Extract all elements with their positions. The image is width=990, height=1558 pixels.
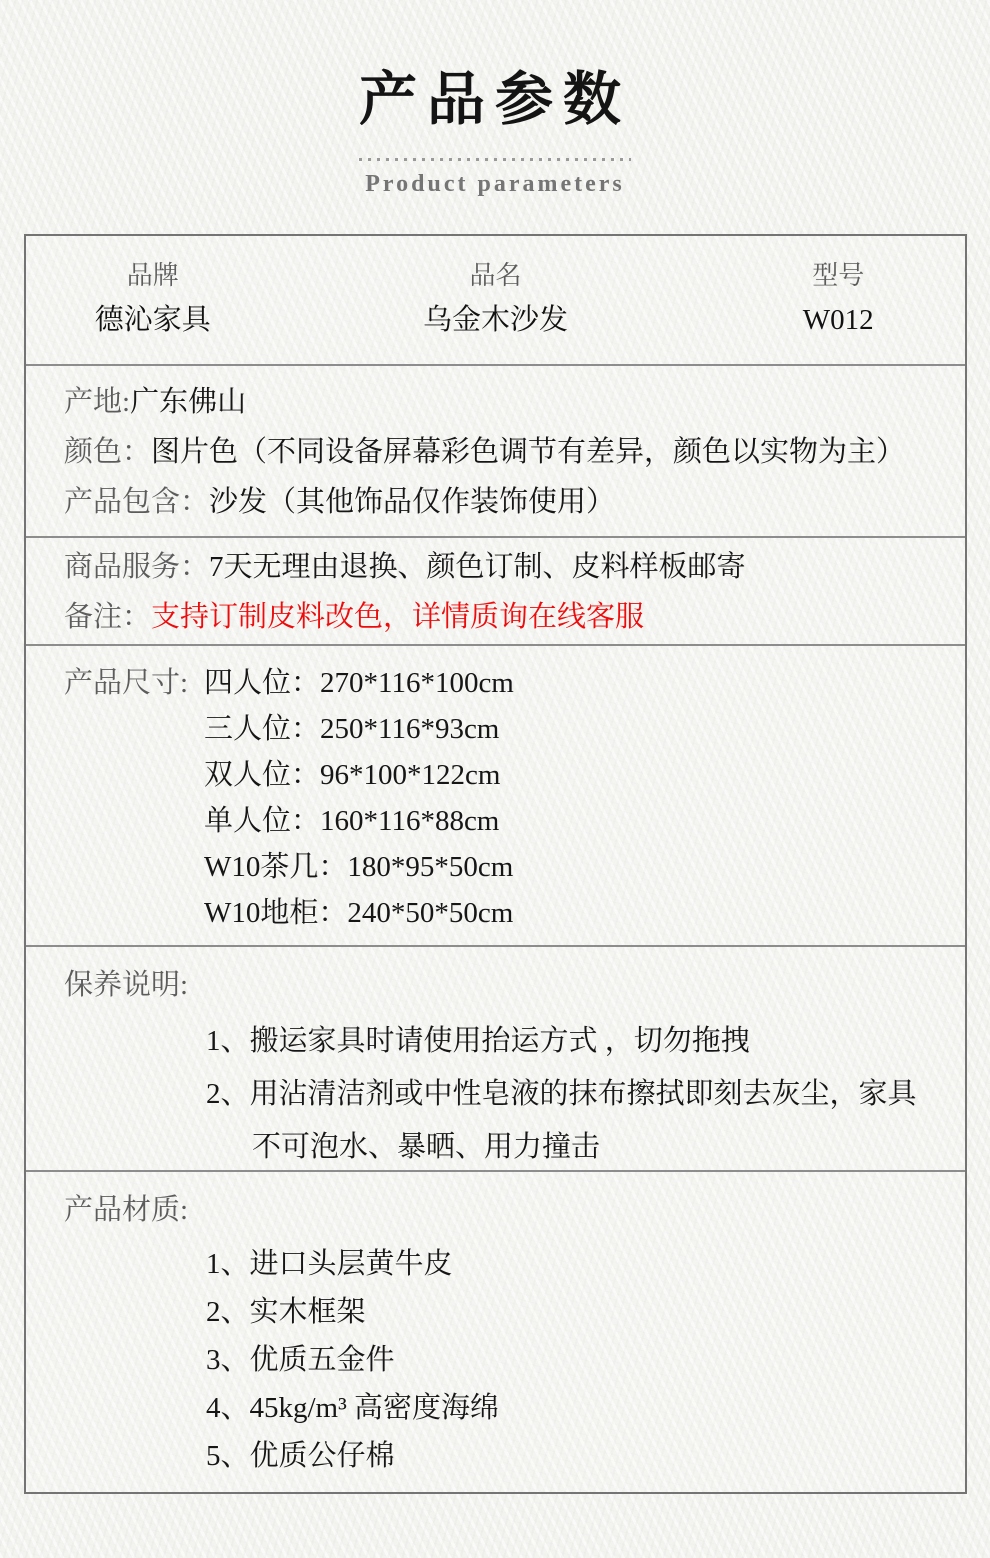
service-value: 7天无理由退换、颜色订制、皮料样板邮寄	[209, 551, 746, 583]
brand-label: 品牌	[126, 261, 179, 290]
dimension-item	[204, 890, 514, 936]
origin-line	[64, 377, 935, 427]
table-row-dimensions	[26, 644, 965, 945]
dimension-name: W10茶几：	[204, 851, 348, 883]
dimension-name: 三人位：	[204, 713, 321, 745]
material-item: 2、实木框架	[206, 1296, 366, 1328]
note-value: 支持订制皮料改色，详情质询在线客服	[151, 601, 645, 633]
service-line	[64, 542, 935, 592]
product-name-value: 乌金木沙发	[422, 304, 568, 336]
table-row-brand-name-model	[26, 236, 965, 364]
material-item: 5、优质公仔棉	[206, 1440, 395, 1472]
table-row-maintenance	[26, 945, 965, 1170]
includes-line	[64, 477, 935, 527]
dimension-item	[204, 706, 514, 752]
material-item: 4、45kg/m³ 高密度海绵	[206, 1392, 500, 1424]
table-row-service	[26, 536, 965, 644]
dimension-name: 四人位：	[204, 667, 321, 699]
maintenance-item: 1、搬运家具时请使用抬运方式 ，切勿拖拽	[206, 1025, 750, 1057]
dimension-item	[204, 798, 514, 844]
page-subtitle: Product parameters	[365, 171, 625, 197]
model-label: 型号	[812, 261, 865, 290]
maintenance-item: 2、用沾清洁剂或中性皂液的抹布擦拭即刻去灰尘，家具不可泡水、暴晒、用力撞击	[206, 1078, 917, 1163]
color-value: 图片色（不同设备屏幕彩色调节有差异，颜色以实物为主）	[151, 436, 906, 468]
product-name-label: 品名	[469, 261, 522, 290]
origin-value: 广东佛山	[130, 386, 247, 418]
note-label: 备注：	[64, 601, 152, 633]
model-column	[711, 260, 965, 364]
dimension-value: 270*116*100cm	[320, 667, 514, 699]
dimension-item	[204, 844, 514, 890]
includes-label: 产品包含：	[64, 486, 210, 518]
table-row-material	[26, 1170, 965, 1492]
dimension-item	[204, 752, 514, 798]
dimension-value: 250*116*93cm	[320, 713, 500, 745]
material-label: 产品材质:	[64, 1194, 189, 1226]
dimensions-list	[204, 660, 514, 945]
dimensions-label: 产品尺寸:	[64, 667, 189, 699]
origin-label: 产地:	[64, 386, 131, 418]
dotted-divider	[359, 158, 631, 161]
maintenance-label: 保养说明:	[64, 969, 189, 1001]
service-label: 商品服务：	[64, 551, 210, 583]
material-list	[206, 1240, 925, 1480]
material-item: 3、优质五金件	[206, 1344, 395, 1376]
includes-value: 沙发（其他饰品仅作装饰使用）	[209, 486, 616, 518]
dimension-value: 160*116*88cm	[320, 805, 500, 837]
color-line	[64, 427, 935, 477]
brand-column	[26, 260, 280, 364]
page-title: 产品参数	[358, 67, 631, 132]
table-row-basic-info	[26, 364, 965, 536]
parameters-table	[24, 234, 967, 1494]
note-line	[64, 592, 935, 642]
dimension-value: 180*95*50cm	[347, 851, 514, 883]
dimension-value: 240*50*50cm	[347, 897, 514, 929]
dimension-value: 96*100*122cm	[320, 759, 501, 791]
model-value: W012	[802, 304, 874, 336]
material-item: 1、进口头层黄牛皮	[206, 1248, 453, 1280]
dimension-name: W10地柜：	[204, 897, 348, 929]
dimension-name: 单人位：	[204, 805, 321, 837]
dimension-name: 双人位：	[204, 759, 321, 791]
color-label: 颜色：	[64, 436, 152, 468]
title-block	[0, 0, 990, 199]
brand-value: 德沁家具	[94, 304, 211, 336]
dimension-item	[204, 660, 514, 706]
product-name-column	[280, 260, 712, 364]
maintenance-list	[206, 1015, 925, 1174]
